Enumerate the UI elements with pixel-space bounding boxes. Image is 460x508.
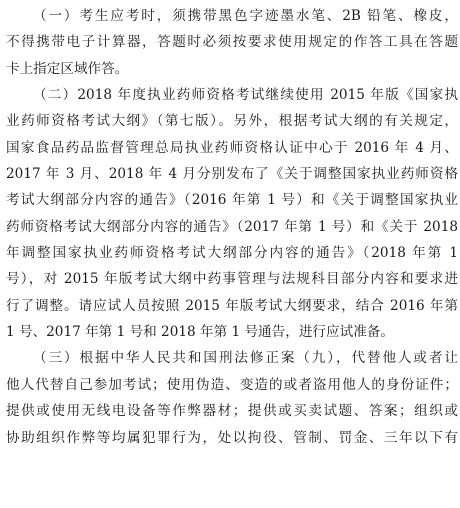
paragraph-1 [6,3,458,82]
text-line: 他人代替自己参加考试；使用伪造、变造的或者盗用他人的身份证件； [6,376,458,393]
text-line: 2017 年 3 月、2018 年 4 月分别发布了《关于调整国家执业药师资格 [6,166,458,183]
text-line: 国家食品药品监督管理总局执业药师资格认证中心于 2016 年 4 月、 [6,139,458,156]
text-line: 1 号、2017 年第 1 号和 2018 年第 1 号通告，进行应试准备。 [6,324,394,341]
text-line: 年调整国家执业药师资格考试大纲部分内容的通告》（2018 年第 1 [6,245,458,262]
text-line: 协助组织作弊等均属犯罪行为，处以拘役、管制、罚金、三年以下有 [6,429,458,446]
text-line: 提供或使用无线电设备等作弊器材；提供或买卖试题、答案；组织或 [6,403,458,420]
text-line: 业药师资格考试大纲》（第七版）。另外，根据考试大纲的有关规定， [6,113,458,130]
text-line: 号），对 2015 年版考试大纲中药事管理与法规科目部分内容和要求进 [6,271,458,288]
text-line: （二）2018 年度执业药师资格考试继续使用 2015 年版《国家执 [33,87,458,104]
text-line: 药师资格考试大纲部分内容的通告》（2017 年第 1 号）和《关于 2018 [6,218,458,235]
text-line: 不得携带电子计算器，答题时必须按要求使用规定的作答工具在答题 [6,34,458,51]
paragraph-2 [6,82,458,345]
text-line: 考试大纲部分内容的通告》（2016 年第 1 号）和《关于调整国家执业 [6,192,458,209]
paragraph-3 [6,345,458,450]
text-line: （三）根据中华人民共和国刑法修正案（九），代替他人或者让 [33,350,458,367]
text-line: 行了调整。请应试人员按照 2015 年版考试大纲要求，结合 2016 年第 [6,297,458,314]
document-body [6,3,458,451]
text-line: （一）考生应考时，须携带黑色字迹墨水笔、2B 铅笔、橡皮， [33,8,458,24]
text-line: 卡上指定区域作答。 [6,60,129,77]
